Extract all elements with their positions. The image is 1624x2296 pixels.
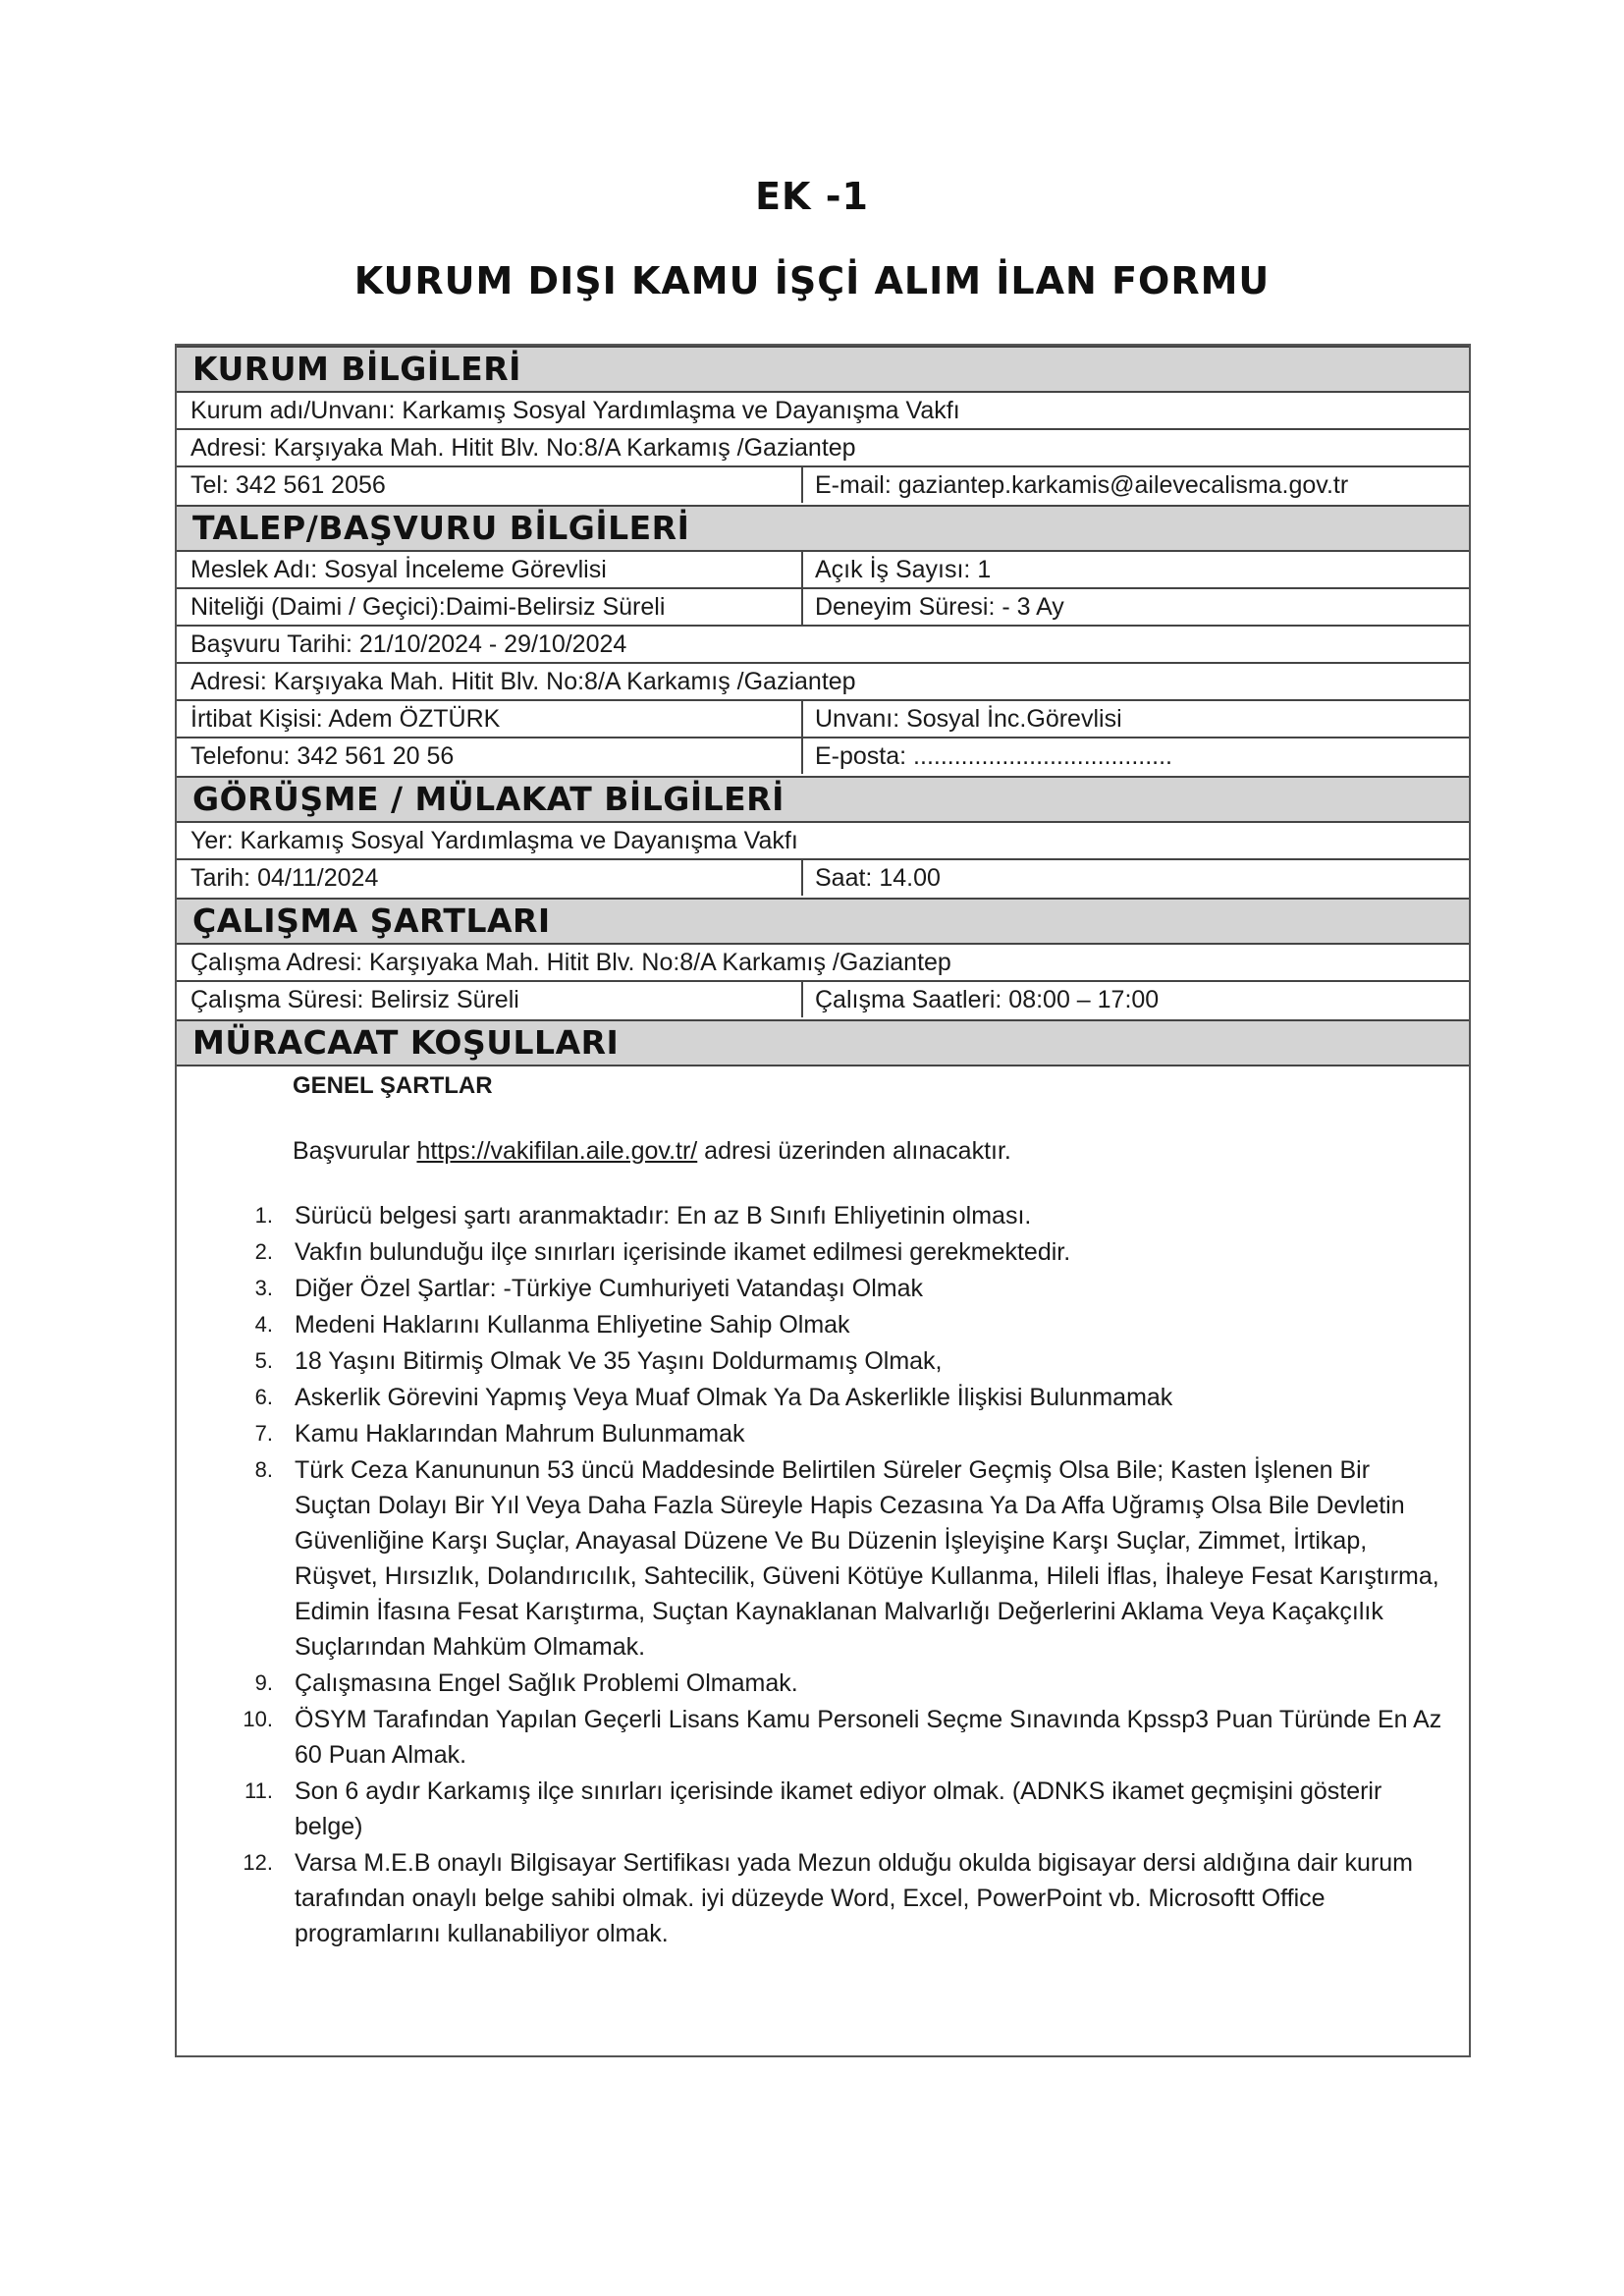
list-item bbox=[177, 1452, 1469, 1665]
application-instruction bbox=[293, 1137, 1011, 1166]
column-divider bbox=[801, 860, 803, 896]
list-item bbox=[177, 1380, 1469, 1415]
institution-name: Kurum adı/Unvanı: Karkamış Sosyal Yardımlaşma ve Dayanışma Vakfı bbox=[190, 397, 960, 424]
application-form bbox=[175, 344, 1471, 2057]
list-item-text: Çalışmasına Engel Sağlık Problemi Olmamak. bbox=[295, 1669, 798, 1697]
list-item bbox=[177, 1702, 1469, 1773]
conditions-list bbox=[177, 1198, 1469, 1952]
list-item-text: Vakfın bulunduğu ilçe sınırları içerisinde ikamet edilmesi gerekmektedir. bbox=[295, 1238, 1071, 1266]
list-item-number: 12. bbox=[243, 1850, 273, 1875]
institution-address: Adresi: Karşıyaka Mah. Hitit Blv. No:8/A Karkamış /Gaziantep bbox=[190, 434, 856, 462]
institution-name-row bbox=[177, 393, 1469, 430]
list-item bbox=[177, 1774, 1469, 1844]
list-item bbox=[177, 1666, 1469, 1701]
list-item bbox=[177, 1343, 1469, 1379]
contact-title: Unvanı: Sosyal İnc.Görevlisi bbox=[815, 705, 1122, 733]
interview-datetime-row bbox=[177, 860, 1469, 898]
work-duration: Çalışma Süresi: Belirsiz Süreli bbox=[190, 986, 519, 1013]
experience-duration: Deneyim Süresi: - 3 Ay bbox=[815, 593, 1064, 621]
nature-row bbox=[177, 589, 1469, 627]
general-conditions-title: GENEL ŞARTLAR bbox=[293, 1072, 493, 1099]
column-divider bbox=[801, 552, 803, 587]
list-item-number: 1. bbox=[254, 1203, 273, 1228]
column-divider bbox=[801, 982, 803, 1017]
list-item bbox=[177, 1307, 1469, 1342]
column-divider bbox=[801, 589, 803, 625]
interview-date: Tarih: 04/11/2024 bbox=[190, 864, 379, 892]
application-section-header: TALEP/BAŞVURU BİLGİLERİ bbox=[177, 505, 1469, 552]
list-item bbox=[177, 1198, 1469, 1233]
application-website-link[interactable]: https://vakifilan.aile.gov.tr/ bbox=[416, 1137, 698, 1165]
list-item-number: 2. bbox=[254, 1239, 273, 1264]
interview-time: Saat: 14.00 bbox=[815, 864, 941, 892]
column-divider bbox=[801, 738, 803, 774]
work-duration-row bbox=[177, 982, 1469, 1019]
list-item-number: 5. bbox=[254, 1348, 273, 1373]
work-address-row bbox=[177, 945, 1469, 982]
annex-label: EK -1 bbox=[755, 175, 869, 218]
institution-phone: Tel: 342 561 2056 bbox=[190, 471, 386, 499]
apply-suffix: adresi üzerinden alınacaktır. bbox=[697, 1137, 1011, 1165]
position-nature: Niteliği (Daimi / Geçici):Daimi-Belirsiz Süreli bbox=[190, 593, 666, 621]
list-item-number: 3. bbox=[254, 1276, 273, 1300]
list-item-text: Son 6 aydır Karkamış ilçe sınırları içerisinde ikamet ediyor olmak. (ADNKS ikamet geçmişini gösterir belge) bbox=[295, 1777, 1382, 1840]
conditions-section-header: MÜRACAAT KOŞULLARI bbox=[177, 1019, 1469, 1066]
institution-contact-row bbox=[177, 467, 1469, 505]
institution-email: E-mail: gaziantep.karkamis@ailevecalisma.gov.tr bbox=[815, 471, 1349, 499]
institution-section-header: KURUM BİLGİLERİ bbox=[177, 346, 1469, 393]
list-item-number: 9. bbox=[254, 1670, 273, 1695]
open-positions: Açık İş Sayısı: 1 bbox=[815, 556, 992, 583]
apply-prefix: Başvurular bbox=[293, 1137, 417, 1165]
application-address-row bbox=[177, 664, 1469, 701]
list-item-text: Askerlik Görevini Yapmış Veya Muaf Olmak Ya Da Askerlikle İlişkisi Bulunmamak bbox=[295, 1384, 1173, 1411]
application-dates: Başvuru Tarihi: 21/10/2024 - 29/10/2024 bbox=[190, 630, 627, 658]
list-item-number: 6. bbox=[254, 1385, 273, 1409]
list-item bbox=[177, 1416, 1469, 1451]
list-item-text: 18 Yaşını Bitirmiş Olmak Ve 35 Yaşını Doldurmamış Olmak, bbox=[295, 1347, 943, 1375]
institution-address-row bbox=[177, 430, 1469, 467]
interview-place-row bbox=[177, 823, 1469, 860]
profession-name: Meslek Adı: Sosyal İnceleme Görevlisi bbox=[190, 556, 607, 583]
contact-row bbox=[177, 701, 1469, 738]
list-item-text: Medeni Haklarını Kullanma Ehliyetine Sahip Olmak bbox=[295, 1311, 850, 1339]
application-address: Adresi: Karşıyaka Mah. Hitit Blv. No:8/A Karkamış /Gaziantep bbox=[190, 668, 856, 695]
list-item bbox=[177, 1271, 1469, 1306]
interview-place: Yer: Karkamış Sosyal Yardımlaşma ve Dayanışma Vakfı bbox=[190, 827, 798, 854]
list-item bbox=[177, 1845, 1469, 1951]
profession-row bbox=[177, 552, 1469, 589]
work-address: Çalışma Adresi: Karşıyaka Mah. Hitit Blv. No:8/A Karkamış /Gaziantep bbox=[190, 949, 951, 976]
application-dates-row bbox=[177, 627, 1469, 664]
form-title: KURUM DIŞI KAMU İŞÇİ ALIM İLAN FORMU bbox=[353, 259, 1271, 302]
list-item-text: Sürücü belgesi şartı aranmaktadır: En az B Sınıfı Ehliyetinin olması. bbox=[295, 1202, 1032, 1230]
column-divider bbox=[801, 467, 803, 503]
work-section-header: ÇALIŞMA ŞARTLARI bbox=[177, 898, 1469, 945]
list-item-text: Diğer Özel Şartlar: -Türkiye Cumhuriyeti Vatandaşı Olmak bbox=[295, 1275, 924, 1302]
contact-phone-row bbox=[177, 738, 1469, 776]
list-item-text: Varsa M.E.B onaylı Bilgisayar Sertifikası yada Mezun olduğu okulda bigisayar dersi aldığına dair kurum tarafından onaylı belge sahibi olmak. iyi düzeyde Word, Excel, PowerPoint vb. Microsoftt Office programlarını kullanabiliyor olmak. bbox=[295, 1849, 1413, 1947]
column-divider bbox=[801, 701, 803, 737]
list-item-text: Kamu Haklarından Mahrum Bulunmamak bbox=[295, 1420, 745, 1448]
list-item bbox=[177, 1234, 1469, 1270]
list-item-number: 7. bbox=[254, 1421, 273, 1446]
contact-email: E-posta: ...................................... bbox=[815, 742, 1172, 770]
list-item-number: 10. bbox=[243, 1707, 273, 1731]
contact-person: İrtibat Kişisi: Adem ÖZTÜRK bbox=[190, 705, 501, 733]
list-item-text: Türk Ceza Kanununun 53 üncü Maddesinde Belirtilen Süreler Geçmiş Olsa Bile; Kasten İşlenen Bir Suçtan Dolayı Bir Yıl Veya Daha Fazla Süreyle Hapis Cezasına Ya Da Affa Uğramış Olsa Bile Devletin Güvenliğine Karşı Suçlar, Anayasal Düzene Ve Bu Düzenin İşleyişine Karşı Suçlar, Zimmet, İrtikap, Rüşvet, Hırsızlık, Dolandırıcılık, Sahtecilik, Güveni Kötüye Kullanma, Hileli İflas, İhaleye Fesat Karıştırma, Edimin İfasına Fesat Karıştırma, Suçtan Kaynaklanan Malvarlığı Değerlerini Aklama Veya Kaçakçılık Suçlarından Mahküm Olmamak. bbox=[295, 1456, 1439, 1661]
list-item-number: 4. bbox=[254, 1312, 273, 1337]
work-hours: Çalışma Saatleri: 08:00 – 17:00 bbox=[815, 986, 1160, 1013]
contact-phone: Telefonu: 342 561 20 56 bbox=[190, 742, 455, 770]
list-item-number: 8. bbox=[254, 1457, 273, 1482]
list-item-text: ÖSYM Tarafından Yapılan Geçerli Lisans Kamu Personeli Seçme Sınavında Kpssp3 Puan Türünde En Az 60 Puan Almak. bbox=[295, 1706, 1442, 1769]
list-item-number: 11. bbox=[244, 1778, 273, 1803]
interview-section-header: GÖRÜŞME / MÜLAKAT BİLGİLERİ bbox=[177, 776, 1469, 823]
